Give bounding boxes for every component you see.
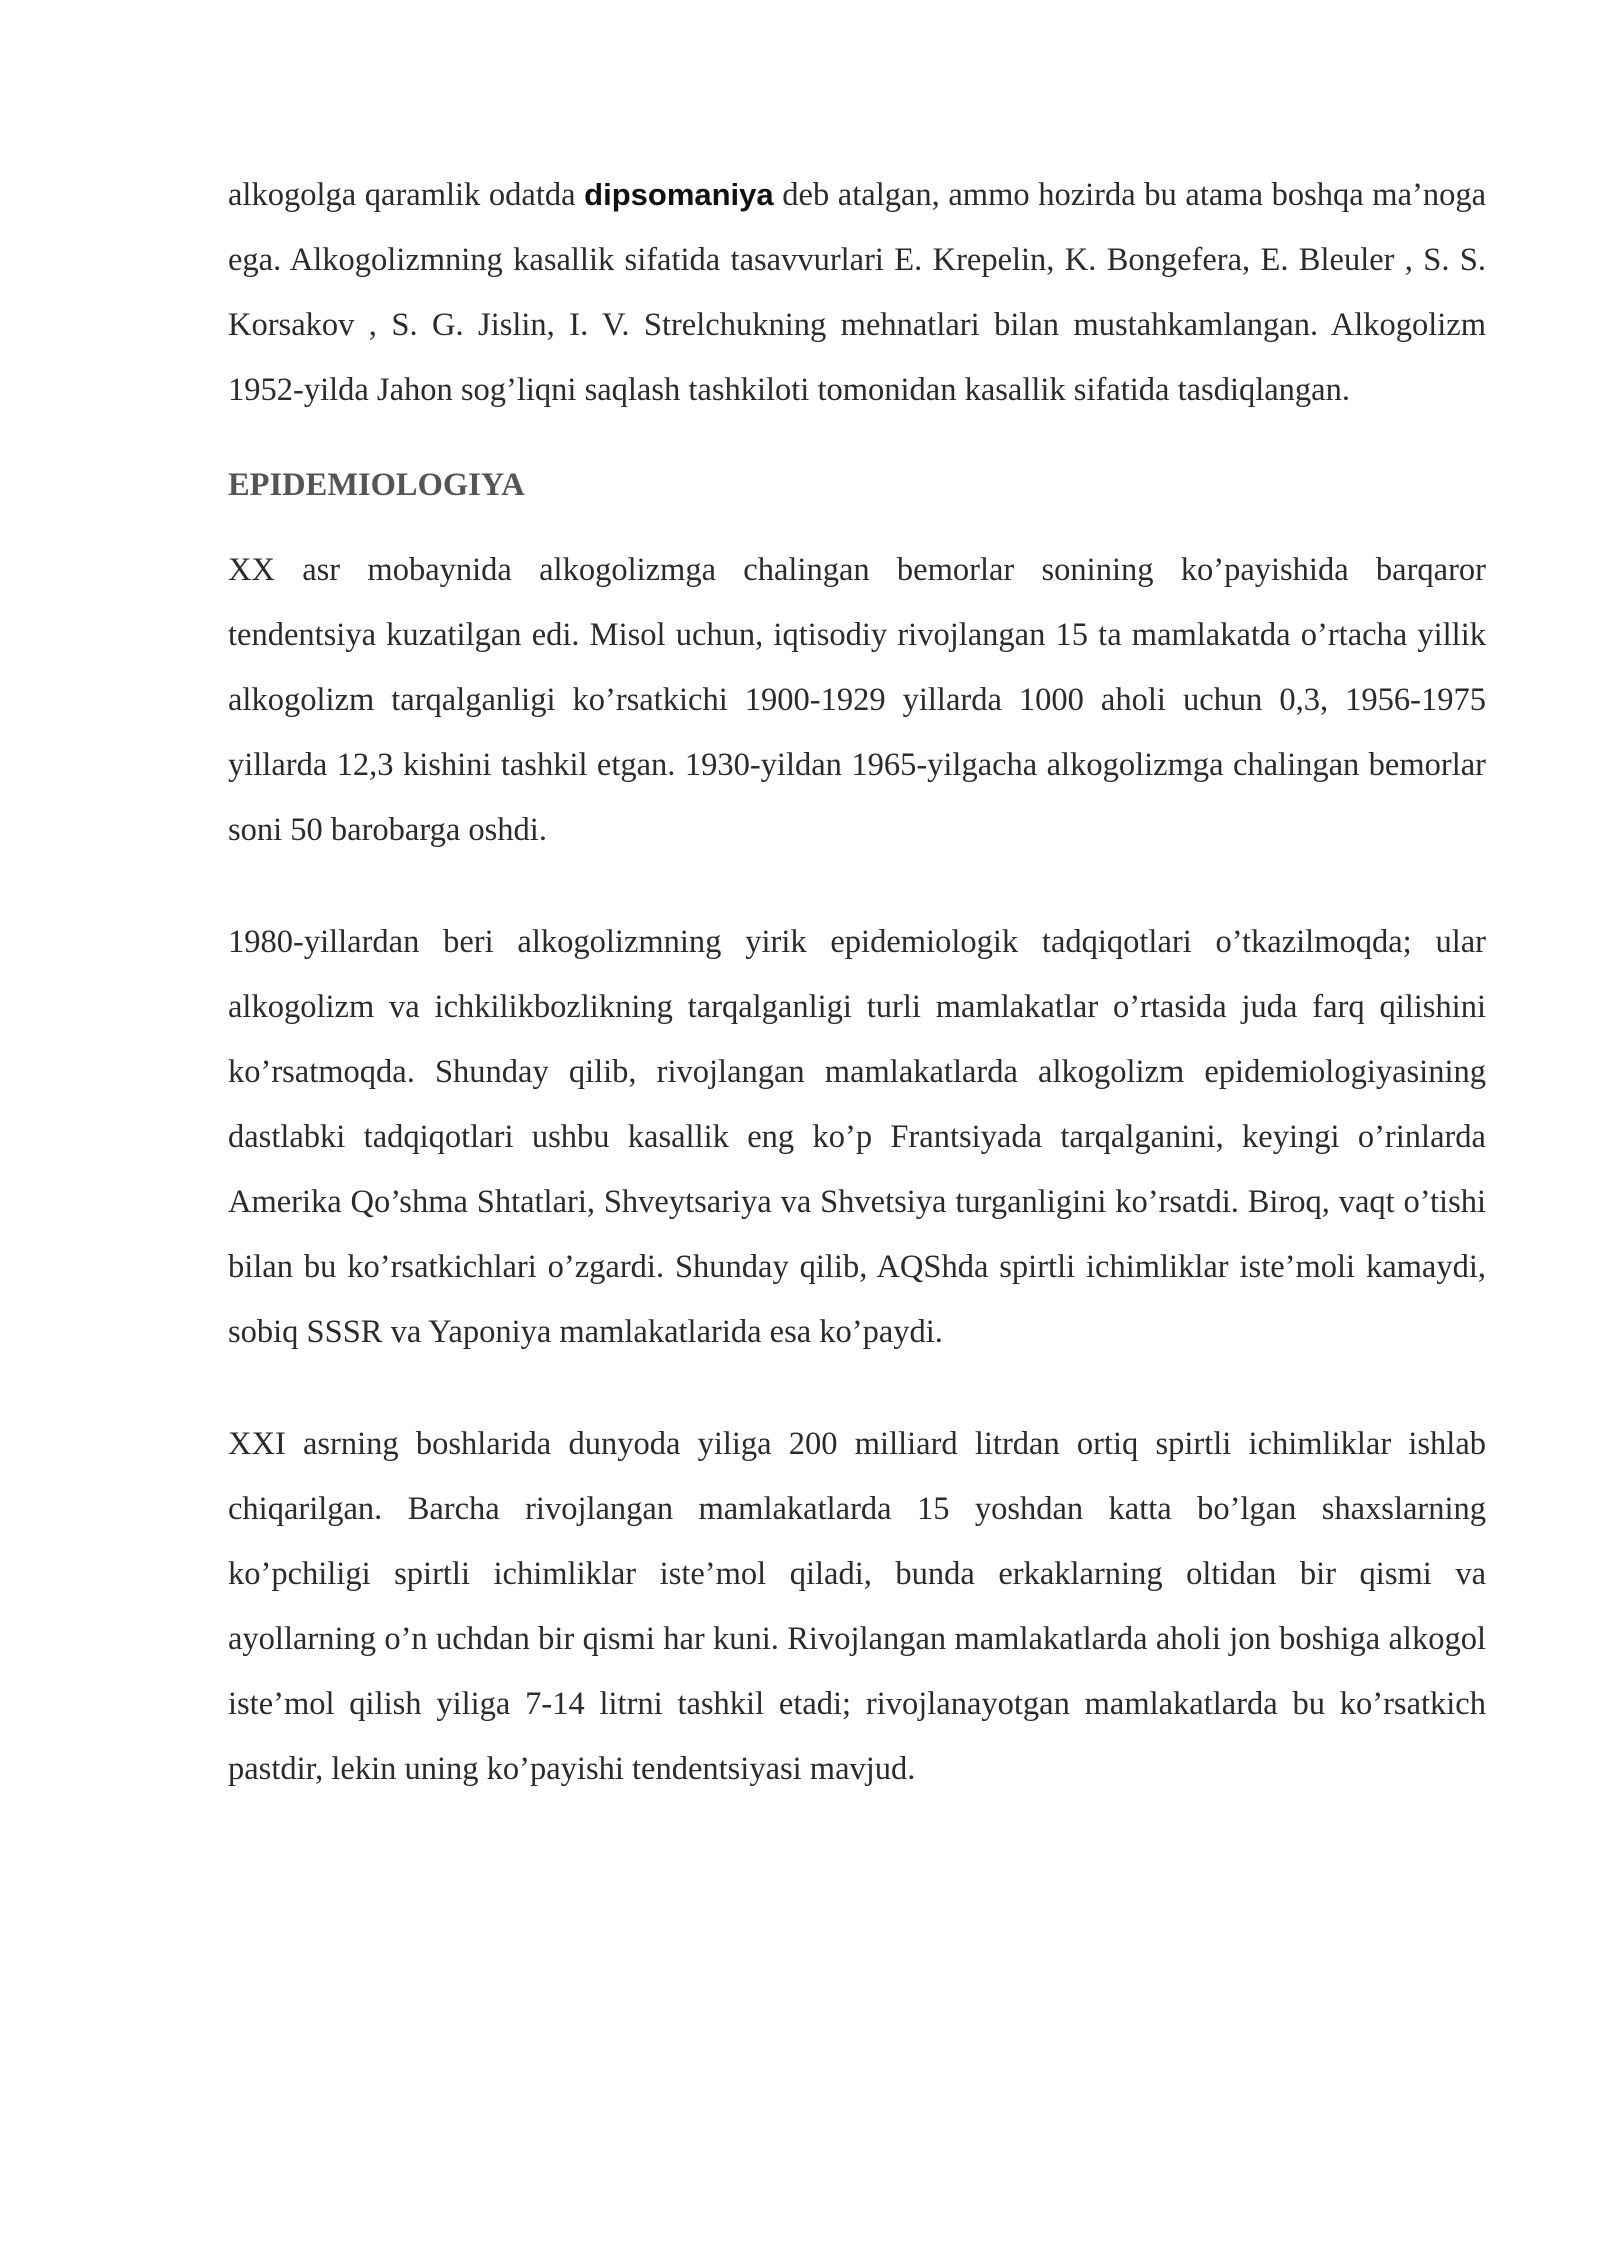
- term-dipsomaniya: dipsomaniya: [584, 177, 774, 212]
- document-page: [228, 162, 1486, 1802]
- paragraph-1: XX asr mobaynida alkogolizmga chalingan bemorlar sonining ko’payishida barqaror tendentsiya kuzatilgan edi. Misol uchun, iqtisodiy rivojlangan 15 ta mamlakatda o’rtacha yillik alkogolizm tarqalganligi ko’rsatkichi 1900-1929 yillarda 1000 aholi uchun 0,3, 1956-1975 yillarda 12,3 kishini tashkil etgan. 1930-yildan 1965-yilgacha alkogolizmga chalingan bemorlar soni 50 barobarga oshdi.: [228, 552, 1486, 848]
- intro-paragraph: [228, 162, 1486, 423]
- paragraph-2: 1980-yillardan beri alkogolizmning yirik epidemiologik tadqiqotlari o’tkazilmoqda; ular alkogolizm va ichkilikbozlikning tarqalganligi turli mamlakatlar o’rtasida juda farq qilishini ko’rsatmoqda. Shunday qilib, rivojlangan mamlakatlarda alkogolizm epidemiologiyasining dastlabki tadqiqotlari ushbu kasallik eng ko’p Frantsiyada tarqalganini, keyingi o’rinlarda Amerika Qo’shma Shtatlari, Shveytsariya va Shvetsiya turganligini ko’rsatdi. Biroq, vaqt o’tishi bilan bu ko’rsatkichlari o’zgardi. Shunday qilib, AQShda spirtli ichimliklar iste’moli kamaydi, sobiq SSSR va Yaponiya mamlakatlarida esa ko’paydi.: [228, 924, 1486, 1350]
- intro-text-before: alkogolga qaramlik odatda: [228, 177, 585, 213]
- intro-text-after: deb atalgan, ammo hozirda bu atama boshqa ma’noga ega. Alkogolizmning kasallik sifatida tasavvurlari E. Krepelin, K. Bongefera, E. Bleuler , S. S. Korsakov , S. G. Jislin, I. V. Strelchukning mehnatlari bilan mustahkamlangan. Alkogolizm 1952-yilda Jahon sog’liqni saqlash tashkiloti tomonidan kasallik sifatida tasdiqlangan.: [228, 177, 1486, 408]
- section-heading: EPIDEMIOLOGIYA: [228, 467, 525, 503]
- paragraph-3: XXI asrning boshlarida dunyoda yiliga 200 milliard litrdan ortiq spirtli ichimliklar ishlab chiqarilgan. Barcha rivojlangan mamlakatlarda 15 yoshdan katta bo’lgan shaxslarning ko’pchiligi spirtli ichimliklar iste’mol qiladi, bunda erkaklarning oltidan bir qismi va ayollarning o’n uchdan bir qismi har kuni. Rivojlangan mamlakatlarda aholi jon boshiga alkogol iste’mol qilish yiliga 7-14 litrni tashkil etadi; rivojlanayotgan mamlakatlarda bu ko’rsatkich pastdir, lekin uning ko’payishi tendentsiyasi mavjud.: [228, 1426, 1486, 1787]
